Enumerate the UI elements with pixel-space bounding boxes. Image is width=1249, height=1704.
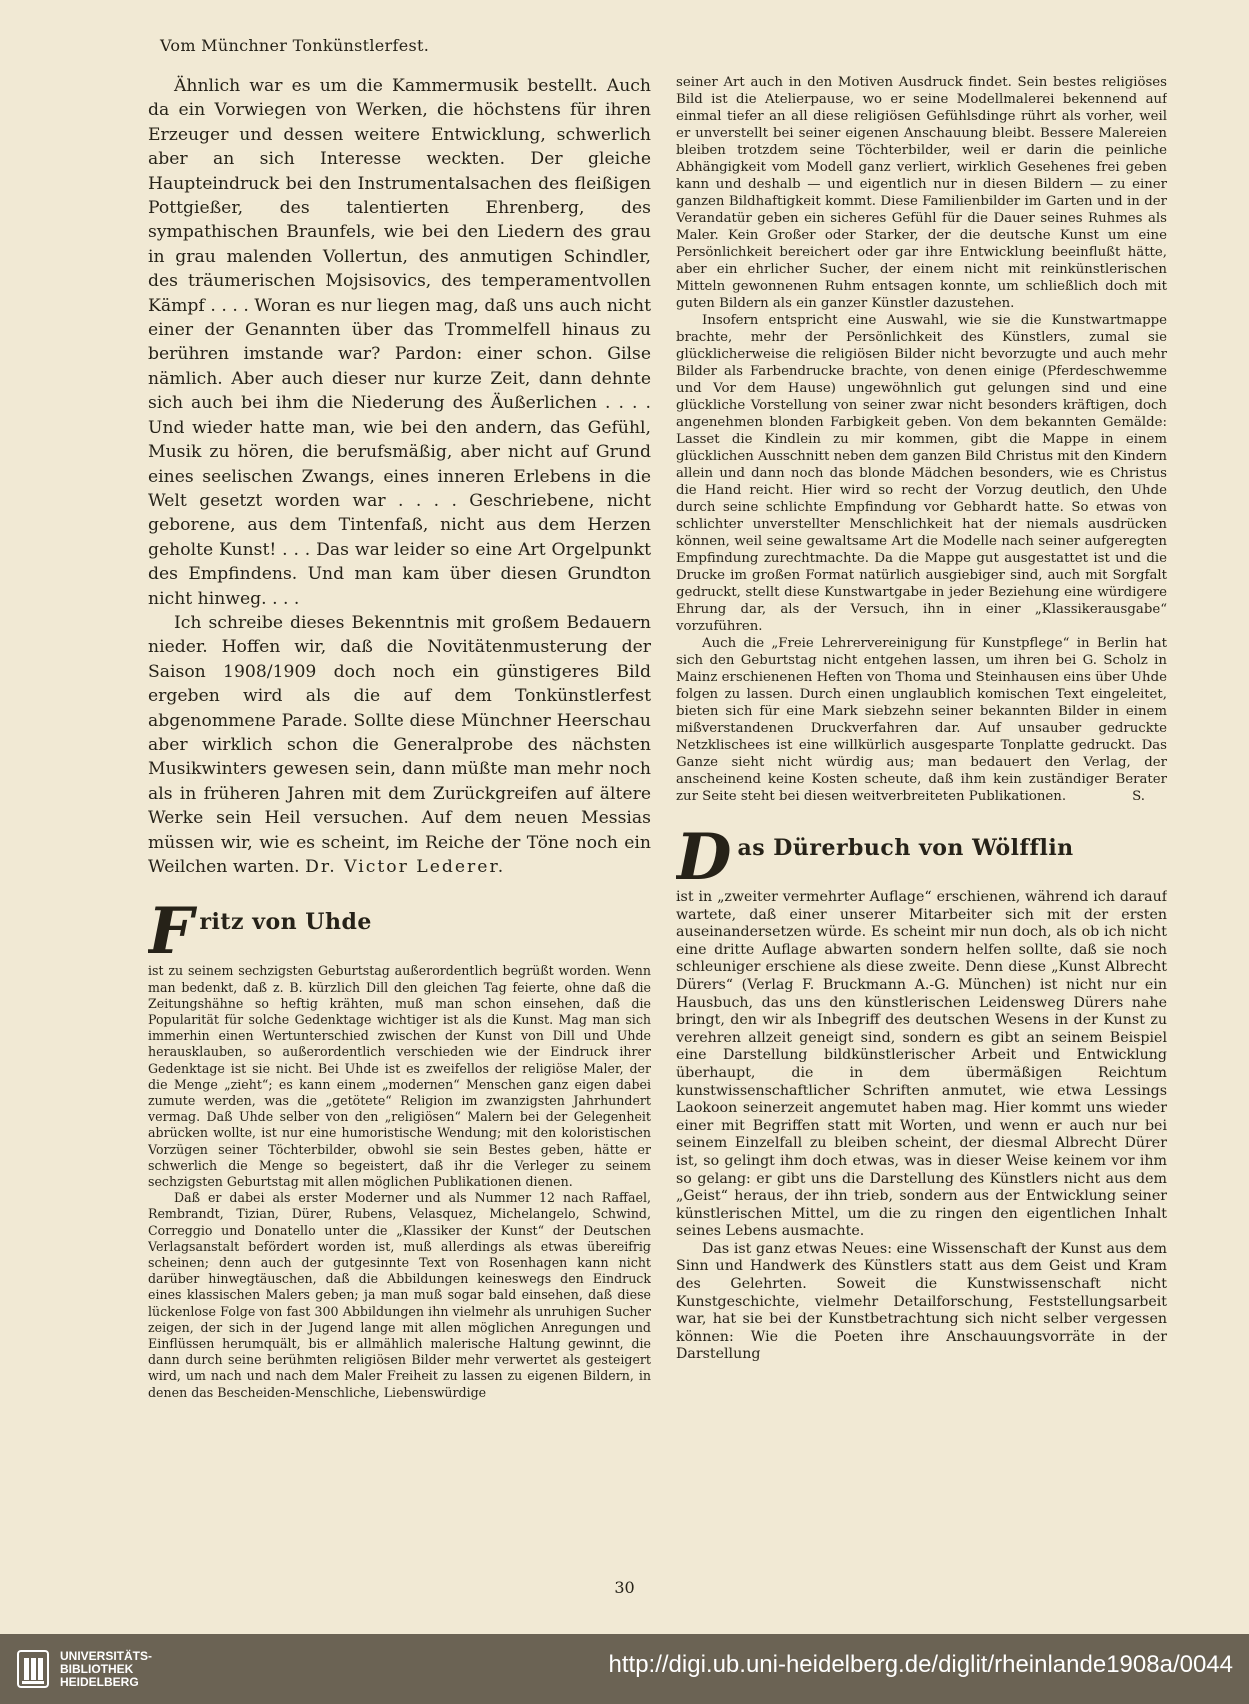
article-paragraph-text: Ich schreibe dieses Bekenntnis mit großem Bedauern nieder. Hoffen wir, daß die Novitätenmusterung der Saison 1908/1909 doch noch ein günstigeres Bild ergeben wird als die auf dem Tonkünstlerfest abgenommene Parade. Sollte diese Münchner Heerschau aber wirklich schon die Generalprobe des nächsten Musikwinters gewesen sein, dann müßte man mehr noch als in früheren Jahren mit dem Zurückgreifen auf ältere Werke sein Heil versuchen. Auf dem neuen Messias müssen wir, wie es scheint, im Reiche der Töne noch ein Weilchen warten.: [148, 612, 651, 877]
right-column: [676, 74, 1167, 1484]
article-paragraph: seiner Art auch in den Motiven Ausdruck findet. Sein bestes religiöses Bild ist die Atelierpause, wo er seine Modellmalerei bekennend auf einmal tiefer an all diese religiösen Gefühlsdinge rührt als vorher, weil er unverstellt bei seiner eigenen Anschauung bleibt. Bessere Malereien bleiben trotzdem seine Töchterbilder, weil er darin die peinliche Abhängigkeit vom Modell ganz verliert, wirklich Gesehenes frei geben kann und deshalb — und eigentlich nur in diesen Bildern — zu einer ganzen Bildhaftigkeit kommt. Diese Familienbilder im Garten und in der Verandatür geben ein sicheres Gefühl für die Dauer seines Ruhmes als Maler. Kein Großer oder Starker, der die deutsche Kunst um eine Persönlichkeit bereichert oder gar ihre Entwicklung beeinflußt hätte, aber ein ehrlicher Sucher, der einem nicht mit reinkünstlerischen Mitteln gewonnenen Ruhm entsagen konnte, um schließlich doch mit guten Bildern als ein ganzer Künstler dazustehen.: [676, 75, 1167, 311]
section-heading: [676, 820, 1167, 895]
footer-bar: [0, 1634, 1249, 1704]
section-title: as Dürerbuch von Wölfflin: [737, 835, 1074, 861]
uhde-section: [148, 894, 651, 1190]
library-logo[interactable]: [16, 1649, 152, 1689]
article-paragraph-with-signature: [148, 611, 651, 879]
article-paragraph: Ähnlich war es um die Kammermusik bestellt. Auch da ein Vorwiegen von Werken, die höchstens für ihren Erzeuger und dessen weitere Entwicklung, schwerlich aber an sich Interesse weckten. Der gleiche Haupteindruck bei den Instrumentalsachen des fleißigen Pottgießer, des talentierten Ehrenberg, des sympathischen Braunfels, wie bei den Liedern des grau in grau malenden Vollertun, des anmutigen Schindler, des träumerischen Mojsisovics, des temperamentvollen Kämpf . . . . Woran es nur liegen mag, daß uns auch nicht einer der Genannten über das Trommelfell hinaus zu berühren imstande war? Pardon: einer schon. Gilse nämlich. Aber auch dieser nur kurze Zeit, dann dehnte sich auch bei ihm die Niederung des Äußerlichen . . . . Und wieder hatte man, wie bei den andern, das Gefühl, Musik zu hören, die berufsmäßig, aber nicht auf Grund eines seelischen Zwangs, eines inneren Erlebens in die Welt gesetzt worden war . . . . Geschriebene, nicht geborene, aus dem Tintenfaß, nicht aus dem Herzen geholte Kunst! . . . Das war leider so eine Art Orgelpunkt des Empfindens. Und man kam über diesen Grundton nicht hinweg. . . .: [148, 76, 651, 609]
duerer-section: [676, 820, 1167, 1241]
logo-line: HEIDELBERG: [60, 1674, 139, 1689]
section-title: ritz von Uhde: [199, 909, 372, 936]
article-paragraph: Daß er dabei als erster Moderner und als Nummer 12 nach Raffael, Rembrandt, Tizian, Dürer, Rubens, Velasquez, Michelangelo, Schwind, Correggio und Donatello unter die „Klassiker der Kunst“ der Deutschen Verlagsanstalt befördert worden ist, muß allerdings als etwas übereifrig scheinen; denn auch der gutgesinnte Text von Rosenhagen kann nicht darüber hinwegtäuschen, daß die Abbildungen keineswegs den Eindruck eines klassischen Malers geben; ja man muß sogar bald einsehen, daß diese lückenlose Folge von fast 300 Abbildungen ihn vielmehr als unruhigen Sucher zeigen, der sich in der Jugend lange mit allen möglichen Anregungen und Einflüssen herumquält, bis er allmählich malerische Haltung gewinnt, die dann durch seine berühmten religiösen Bilder mehr verwertet als gesteigert wird, um nach und nach dem Maler Freiheit zu lassen zu eigenen Bildern, in denen das Bescheiden-Menschliche, Liebenswürdige: [148, 1190, 651, 1400]
article-paragraph-with-signature: [676, 635, 1167, 805]
article-paragraph: ist in „zweiter vermehrter Auflage“ erschienen, während ich darauf wartete, daß einer unserer Mitarbeiter sich mit der ersten auseinandersetzen würde. Es scheint mir nun doch, als ob ich nicht eine dritte Auflage abwarten sondern helfen sollte, daß sie noch schleuniger erschiene als diese zweite. Denn diese „Kunst Albrecht Dürers“ (Verlag F. Bruckmann A.-G. München) ist nicht nur ein Hausbuch, das uns den künstlerischen Leidensweg Dürers nahe bringt, den wir als Inbegriff des deutschen Wesens in der Kunst zu verehren allzeit geneigt sind, sondern es gibt an seinem Beispiel eine Darstellung bildkünstlerischer Arbeit und Entwicklung überhaupt, die in dem übermäßigen Reichtum kunstwissenschaftlicher Schriften anmutet, wie etwa Lessings Laokoon seinerzeit angemutet haben mag. Hier kommt uns wieder einer mit Begriffen statt mit Worten, und wenn er auch nur bei seinem Einzelfall zu bleiben scheint, der diesmal Albrecht Dürer ist, so gelingt ihm doch etwas, was in dieser Weise keinem vor ihm so gelang: er gibt uns die Darstellung des Künstlers nicht aus dem „Geist“ heraus, der ihn trieb, sondern aus der Entwicklung seiner künstlerischen Mittel, um die zu ringen den eigentlichen Inhalt seines Lebens ausmachte.: [676, 889, 1167, 1240]
page-number: 30: [614, 1578, 635, 1597]
library-name: [60, 1650, 152, 1689]
author-signature: Dr. Victor Lederer.: [305, 857, 506, 877]
logo-line: UNIVERSITÄTS-: [60, 1648, 153, 1663]
article-paragraph: Das ist ganz etwas Neues: eine Wissenschaft der Kunst aus dem Sinn und Handwerk des Künstlers statt aus dem Geist und Kram des Gelehrten. Soweit die Kunstwissenschaft nicht Kunstgeschichte, vielmehr Detailforschung, Feststellungsarbeit war, hat sie bei der Kunstbetrachtung sich nicht selber vergessen können: Wie die Poeten ihre Anschauungsvorräte in der Darstellung: [676, 1240, 1167, 1363]
drop-initial: D: [676, 820, 732, 895]
article-paragraph: ist zu seinem sechzigsten Geburtstag außerordentlich begrüßt worden. Wenn man bedenkt, daß z. B. kürzlich Dill den gleichen Tag feierte, ohne daß die Zeitungshähne so heftig krähten, muß man schon einsehen, daß die Popularität für solche Gedenktage wichtiger ist als die Kunst. Mag man sich immerhin einen Wertunterschied zwischen der Kunst von Dill und Uhde herausklauben, so außerordentlich verschieden wie der Eindruck ihrer Gedenktage ist sie nicht. Bei Uhde ist es zweifellos der religiöse Maler, der die Menge „zieht“; es kann einem „modernen“ Menschen ganz eigen dabei zumute werden, was die „getötete“ Religion im zwanzigsten Jahrhundert vermag. Daß Uhde selber von den „religiösen“ Malern bei der Gelegenheit abrücken wollte, ist nur eine humoristische Wendung; mit den koloristischen Vorzügen seiner Töchterbilder, obwohl sie sein Bestes geben, hätte er schwerlich die Menge so begeistert, daß ihr die Verleger zu seinem sechzigsten Geburtstag mit allen möglichen Publikationen dienen.: [148, 963, 651, 1190]
article-paragraph-text: Auch die „Freie Lehrervereinigung für Kunstpflege“ in Berlin hat sich den Geburtstag nicht entgehen lassen, um ihren bei G. Scholz in Mainz erschienenen Heften von Thoma und Steinhausen eins über Uhde folgen zu lassen. Durch einen unglaublich komischen Text eingeleitet, bieten sich für eine Mark siebzehn seiner bekannten Bilder in einem mißverstandenen Druckverfahren dar. Auf unsauber gedruckte Netzklischees ist eine willkürlich ausgesparte Tonplatte gedruckt. Das Ganze sieht nicht würdig aus; man bedauert den Verlag, der anscheinend keine Kosten scheute, daß ihm kein zuständiger Berater zur Seite steht bei diesen weitverbreiteten Publikationen.: [676, 636, 1167, 804]
drop-initial: F: [148, 894, 194, 970]
article-paragraph: Insofern entspricht eine Auswahl, wie sie die Kunstwartmappe brachte, mehr der Persönlichkeit des Künstlers, zumal sie glücklicherweise die religiösen Bilder nicht bevorzugte und auch mehr Bilder als Farbendrucke brachte, von denen einige (Pferdeschwemme und Vor dem Hause) ungewöhnlich gut gelungen sind und eine glückliche Vorstellung von seiner zwar nicht besonders kräftigen, doch angenehmen blonden Farbigkeit geben. Von dem bekannten Gemälde: Lasset die Kindlein zu mir kommen, gibt die Mappe in einem glücklichen Ausschnitt neben dem ganzen Bild Christus mit den Kindern allein und dann noch das blonde Mädchen besonders, wie es Christus die Hand reicht. Hier wird so recht der Vorzug deutlich, den Uhde durch seine schlichte Empfindung vor Gebhardt hatte. So etwas von schlichter unverstellter Menschlichkeit hat der niemals ausdrücken können, weil seine gewaltsame Art die Modelle nach seiner aufgeregten Empfindung zurechtmachte. Da die Mappe gut ausgestattet ist und die Drucke im großen Format natürlich ausgiebiger sind, auch mit Sorgfalt gedruckt, stellt diese Kunstwartgabe in jeder Beziehung eine würdigere Ehrung dar, als der Versuch, ihn in einer „Klassikerausgabe“ vorzuführen.: [676, 313, 1167, 634]
running-head: Vom Münchner Tonkünstlerfest.: [160, 36, 430, 55]
permalink-url[interactable]: http://digi.ub.uni-heidelberg.de/diglit/rheinlande1908a/0044: [608, 1651, 1233, 1678]
university-seal-icon: [16, 1649, 50, 1689]
left-column: [148, 74, 651, 1484]
section-heading: [148, 894, 651, 970]
author-signature: S.: [1132, 789, 1145, 804]
logo-line: BIBLIOTHEK: [60, 1661, 134, 1676]
